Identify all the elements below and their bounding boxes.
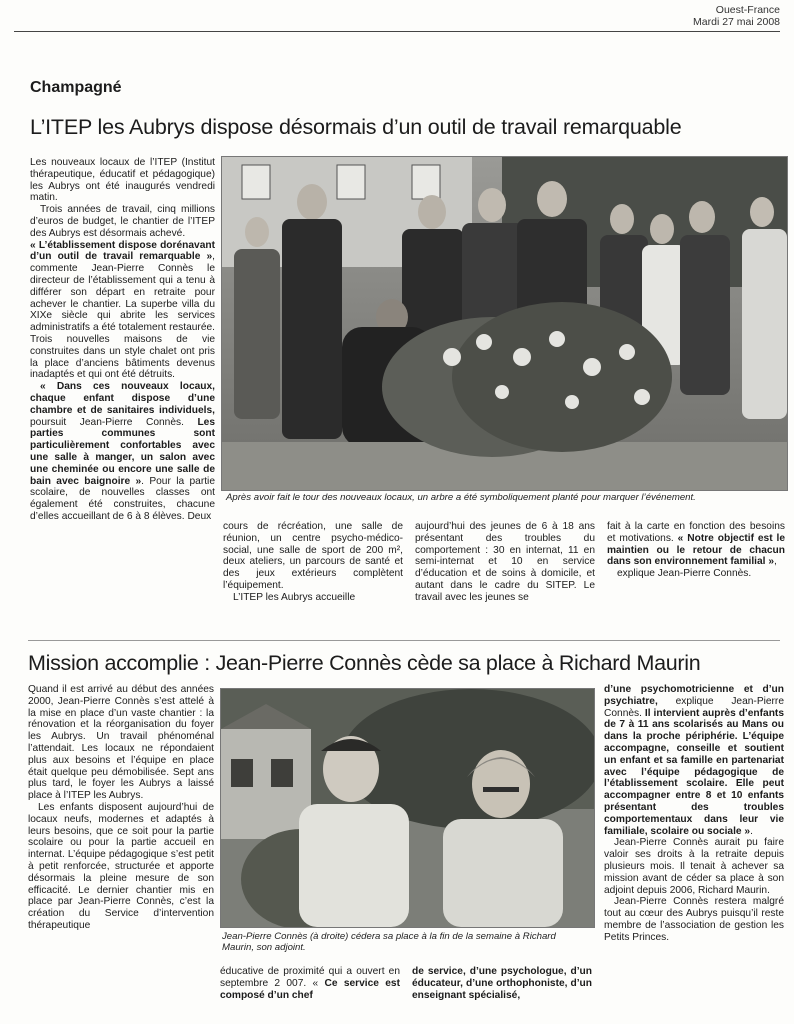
article1-headline: L’ITEP les Aubrys dispose désormais d’un outil de travail remarquable (30, 115, 682, 139)
article1-column-2 (223, 521, 403, 604)
quote: Les parties communes sont particulièrement confortables avec une salle à manger, un salon avec une cheminée ou encore une salle de bain avec baignoire » (30, 416, 215, 487)
text: poursuit Jean-Pierre Connès. (30, 416, 198, 428)
quote: d’une psychomotricienne et d’un psychiatre, (604, 684, 784, 707)
paragraph: Les nouveaux locaux de l’ITEP (Institut thérapeutique, éducatif et pédagogique) les Aubrys ont été inaugurés vendredi matin. (30, 157, 215, 204)
quote: « Notre objectif est le maintien ou le retour de chacun dans son environnement familial » (607, 532, 785, 568)
text: . Pour la partie scolaire, de nouvelles classes ont également été construites, chacune d’elles accueillant de 6 à 8 élèves. Deux (30, 475, 215, 522)
paragraph (30, 240, 215, 382)
paragraph: Jean-Pierre Connès restera malgré tout au cœur des Aubrys puisqu’il reste membre de l’association de gestion les Petits Princes. (604, 896, 784, 943)
paragraph: cours de récréation, une salle de réunion, un centre psycho-médico-social, une salle de sport de 200 m², deux ateliers, un parcours de santé et des jeux extérieurs complètent l’équipement. (223, 521, 403, 591)
paragraph: Les enfants disposent aujourd’hui de locaux neufs, modernes et adaptés à leurs besoins, que ce soit pour la partie scolaire ou pour la partie accueil en internat. L’équipe pédagogique s’est petit à petit renforcée, structurée et apporte désormais la pleine mesure de son efficacité. Le dernier chantier mis en place par Jean-Pierre Connès, c’est la création du Service d’intervention thérapeutique (28, 801, 214, 931)
article2-headline: Mission accomplie : Jean-Pierre Connès cède sa place à Richard Maurin (28, 651, 701, 675)
article-separator (28, 640, 780, 641)
article2-column-1 (28, 684, 214, 932)
paragraph: explique Jean-Pierre Connès. (617, 568, 752, 580)
paragraph: Trois années de travail, cinq millions d’euros de budget, le chantier de l’ITEP des Aubrys est désormais achevé. (30, 204, 215, 239)
article1-photo-caption: Après avoir fait le tour des nouveaux locaux, un arbre a été symboliquement planté pour marquer l’événement. (226, 492, 696, 503)
paragraph (220, 966, 400, 1001)
text: , commente Jean-Pierre Connès le directeur de l’établissement qui a tenu à différer son départ en retraite pour achever le chantier. La superbe villa du XIXe siècle qui abrite les services administratifs a été totalement restaurée. Trois nouvelles maisons de vie construites dans un style chalet ont pris la place d’anciens bâtiments devenus inadaptés et qui ont été détruits. (30, 251, 215, 381)
text: fait à la carte en fonction des besoins et motivations. (607, 521, 785, 544)
ceremony-photo (221, 156, 788, 491)
quote: « Dans ces nouveaux locaux, chaque enfant dispose d’une chambre et de sanitaires individuels, (30, 381, 215, 416)
masthead (693, 4, 780, 28)
text: éducative de proximité qui a ouvert en septembre 2 007. « (220, 966, 400, 989)
article2-column-3 (412, 966, 592, 1001)
header-rule (14, 31, 780, 32)
quote: de service, d’une psychologue, d’un éducateur, d’une orthophoniste, d’un enseignant spécialisé, (412, 966, 592, 1001)
section-title: Champagné (30, 79, 122, 96)
publication-date: Mardi 27 mai 2008 (693, 16, 780, 28)
paragraph (607, 521, 785, 568)
article1-column-1 (30, 157, 215, 523)
quote: Il intervient auprès d’enfants de 7 à 11 ans scolarisés au Mans ou dans la proche périphérie. L’équipe accompagne, conseille et soutient un enfant et sa famille en partenariat avec l’équipe pédagogique de l’établissement scolaire. Elle peut accompagner entre 8 et 10 enfants présentant des troubles comportementaux dans leur vie familiale, scolaire ou sociale » (604, 707, 784, 837)
text: , (774, 556, 777, 568)
text: explique Jean-Pierre Connès. (604, 695, 784, 719)
article2-column-4 (604, 684, 784, 944)
article1-column-3 (415, 521, 595, 604)
newspaper-name: Ouest-France (715, 4, 780, 16)
paragraph: L’ITEP les Aubrys accueille (233, 591, 356, 603)
paragraph (412, 966, 592, 1001)
paragraph (30, 381, 215, 523)
quote: Ce service est composé d’un chef (220, 977, 400, 1001)
quote: « L’établissement dispose dorénavant d’un outil de travail remarquable » (30, 239, 215, 263)
paragraph: Jean-Pierre Connès aurait pu faire valoir ses droits à la retraite depuis plusieurs mois. Il tenait à achever sa mission avant de céder sa place à son adjoint depuis 2006, Richard Maurin. (604, 837, 784, 896)
paragraph (604, 684, 784, 837)
text: . (750, 825, 753, 837)
article2-column-2 (220, 966, 400, 1001)
paragraph: aujourd’hui des jeunes de 6 à 18 ans présentant des troubles du comportement : 30 en internat, 11 en semi-internat et 10 en service d’éducation et de soins à domicile, et autant dans le cadre du SITEP. Le travail avec les jeunes se (415, 521, 595, 603)
article1-column-4 (607, 521, 785, 580)
article2-photo-caption: Jean-Pierre Connès (à droite) cédera sa place à la fin de la semaine à Richard Maurin, son adjoint. (222, 931, 556, 953)
paragraph: Quand il est arrivé au début des années 2000, Jean-Pierre Connès s’est attelé à la mise en place d’un vaste chantier : la rénovation et la réorganisation du foyer les Aubrys. Un travail phénoménal l’attendait. Les locaux ne répondaient plus aux besoins et l’équipe en place était quelque peu démobilisée. Sept ans plus tard, le foyer les Aubrys a laissé place à l’ITEP les Aubrys. (28, 684, 214, 802)
portrait-photo (220, 688, 595, 928)
